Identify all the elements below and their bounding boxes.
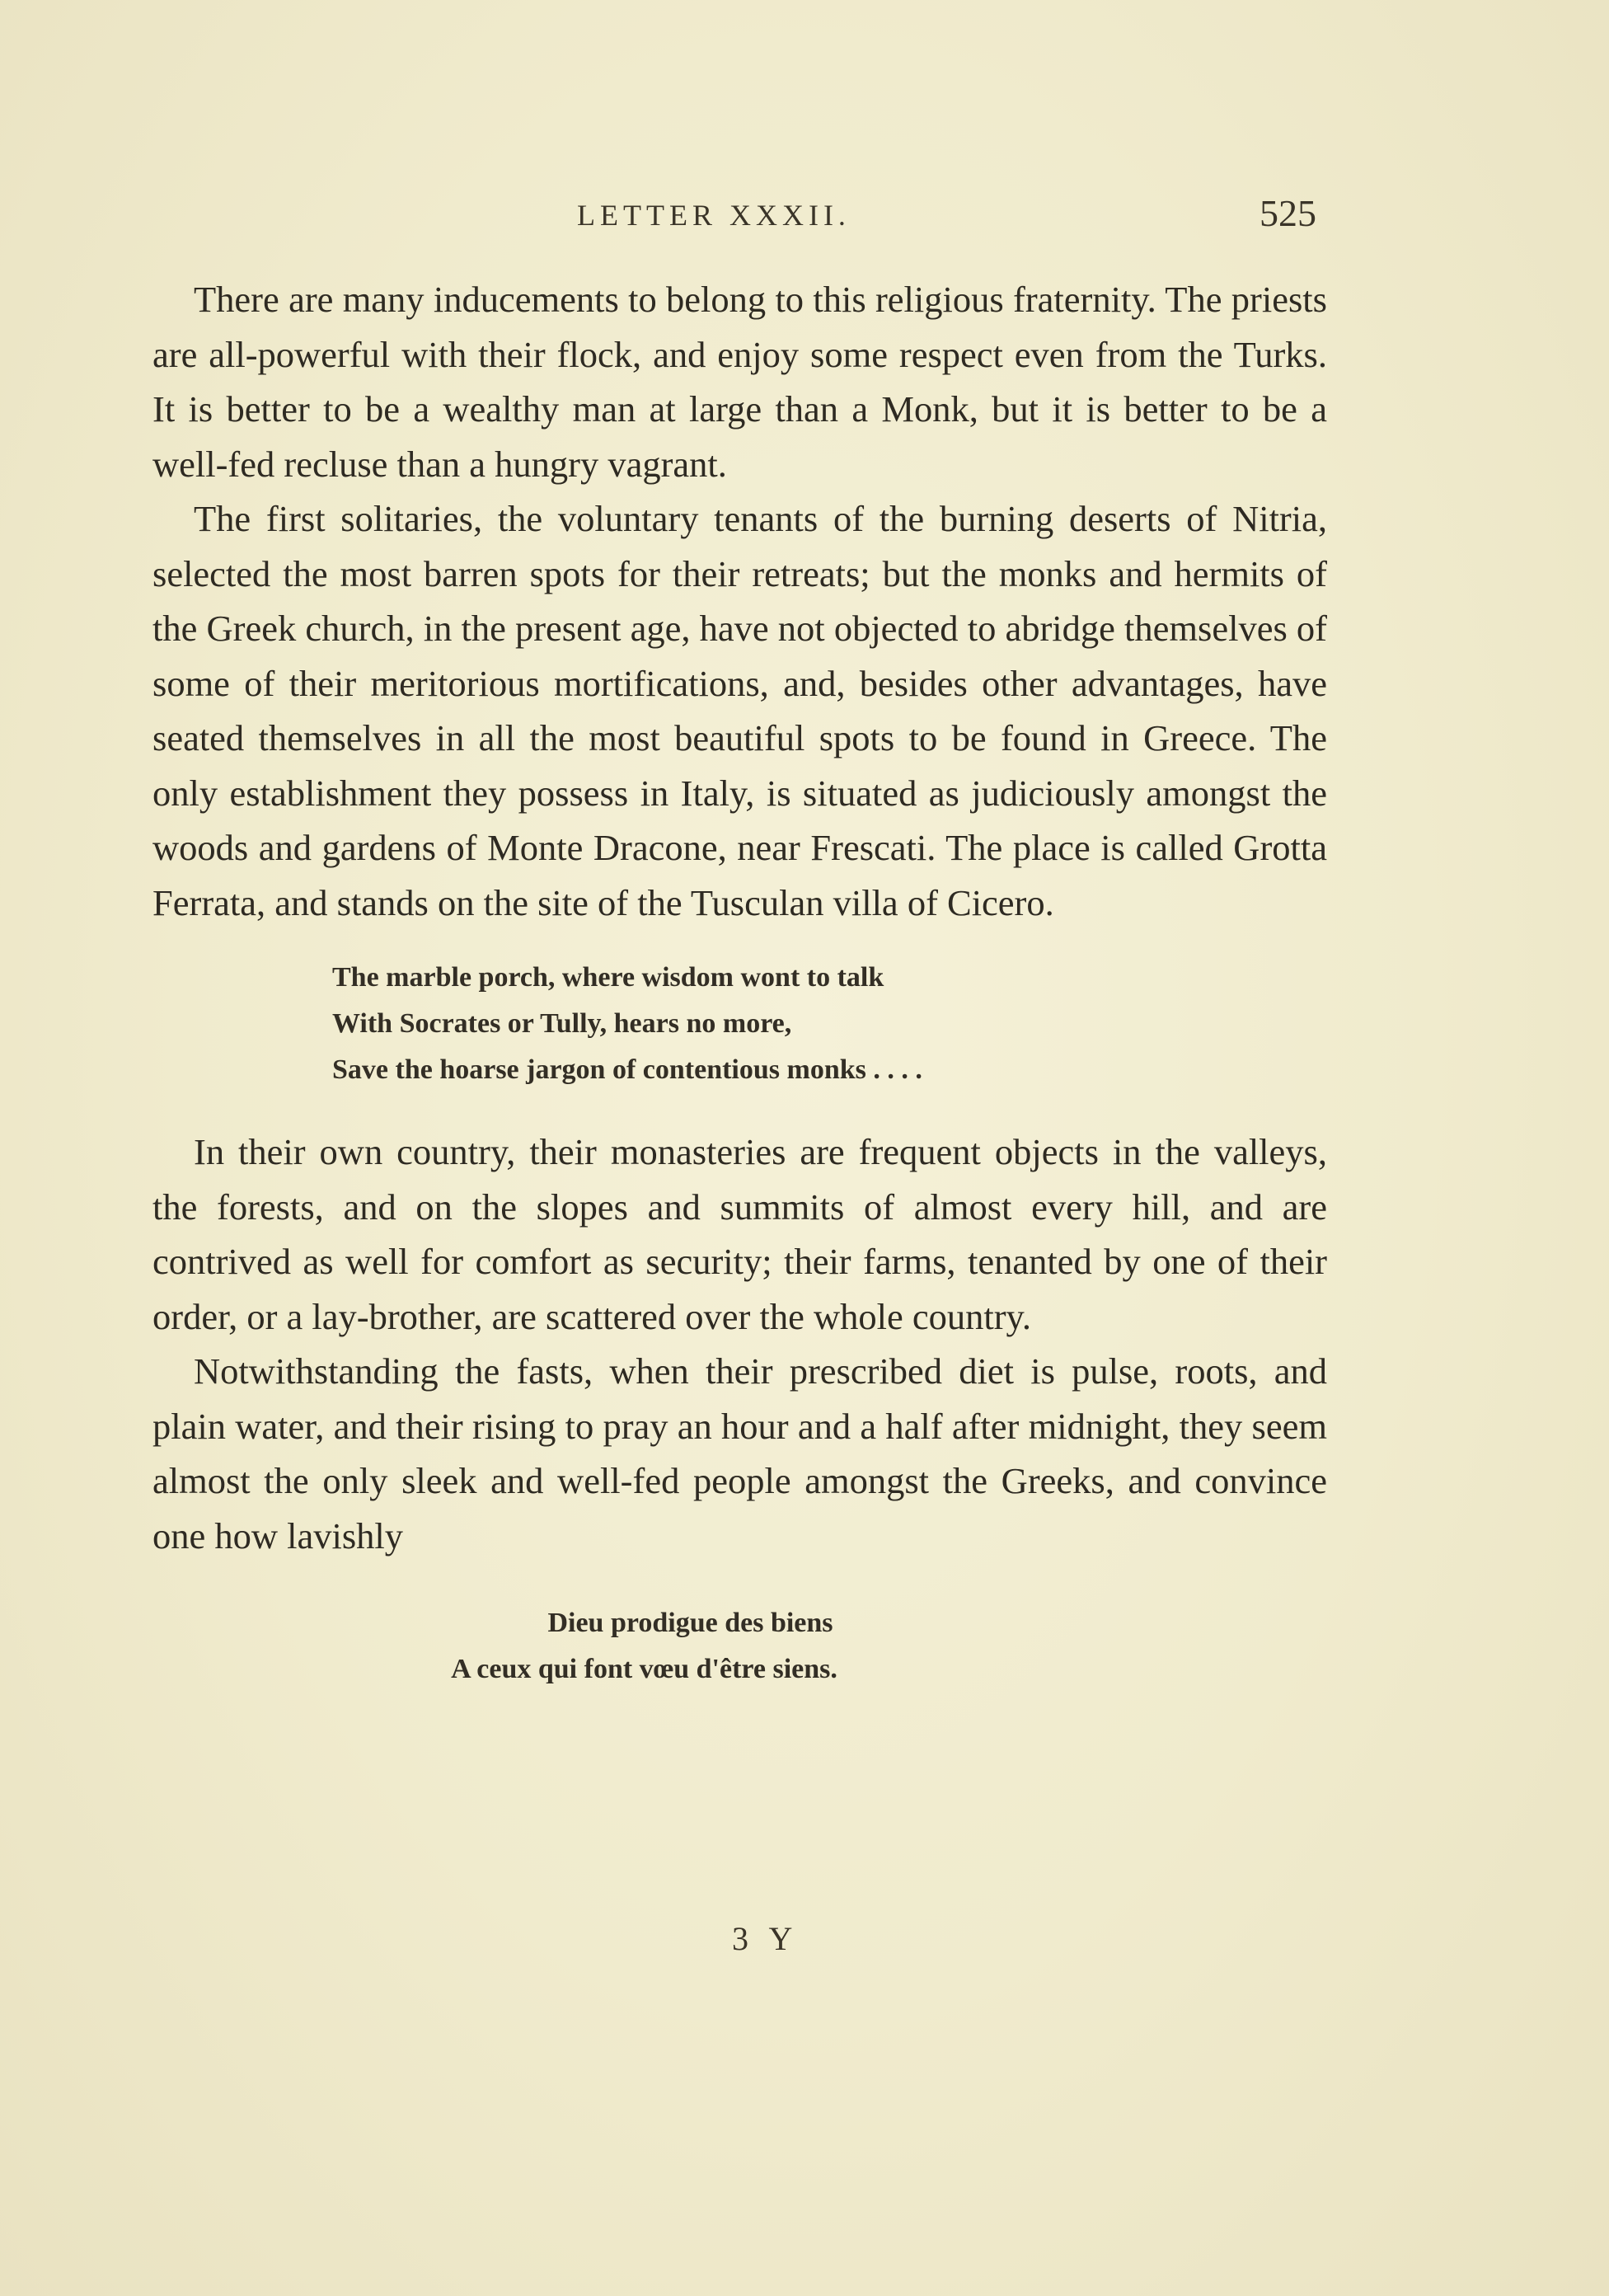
running-head: [0, 188, 1609, 237]
running-title: LETTER XXXII.: [577, 199, 851, 232]
verse-line: A ceux qui font vœu d'être siens.: [451, 1654, 837, 1684]
paragraph-1: There are many inducements to belong to this religious fraternity. The priests are all-powerful with their flock, and enjoy some respect even from the Turks. It is better to be a wealthy man at large than a Monk, but it is better to be a well-fed recluse than a hungry vagrant.: [152, 279, 1327, 485]
verse-line: The marble porch, where wisdom wont to talk: [332, 962, 884, 993]
verse-quote-french: [152, 1600, 1327, 1693]
paragraph-3: In their own country, their monasteries are frequent objects in the valleys, the forests, and on the slopes and summits of almost every hill, and are contrived as well for comfort as security; their farms, tenanted by one of their order, or a lay-brother, are scattered over the whole country.: [152, 1131, 1327, 1337]
paragraph-2: The first solitaries, the voluntary tenants of the burning deserts of Nitria, selected the most barren spots for their retreats; but the monks and hermits of the Greek church, in the present age, have not objected to abridge themselves of some of their meritorious mortifications, and, besides other advantages, have seated themselves in all the most beautiful spots to be found in Greece. The only establishment they possess in Italy, is situated as judiciously amongst the woods and gardens of Monte Dracone, near Frescati. The place is called Grotta Ferrata, and stands on the site of the Tusculan villa of Cicero.: [152, 498, 1327, 923]
body-text: [152, 272, 1327, 1693]
verse-quote-english: [152, 955, 1327, 1093]
page-number: 525: [1260, 192, 1316, 234]
verse-line: Dieu prodigue des biens: [547, 1608, 833, 1638]
paragraph-4: Notwithstanding the fasts, when their prescribed diet is pulse, roots, and plain water, and their rising to pray an hour and a half after midnight, they seem almost the only sleek and well-fed people amongst the Greeks, and convince one how lavishly: [152, 1350, 1327, 1556]
signature-mark: 3 Y: [732, 1920, 800, 1957]
verse-line: Save the hoarse jargon of contentious monks . . . .: [332, 1054, 922, 1085]
verse-line: With Socrates or Tully, hears no more,: [332, 1008, 792, 1039]
